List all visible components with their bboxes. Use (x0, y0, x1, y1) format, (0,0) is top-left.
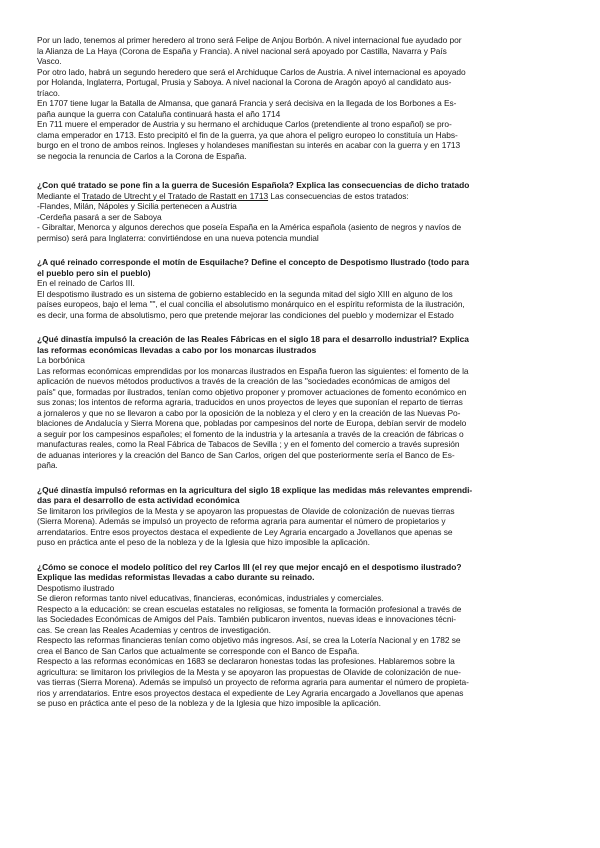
answer-line: En el reinado de Carlos III. (37, 278, 135, 288)
answer-line: a jornaleros y que no se llevaron a cabo por la oposición de la nobleza y el clero y en la creación de las Nuevas Po- (37, 407, 461, 418)
question-3-section (37, 334, 570, 471)
intro-line: clama emperador en 1713. Esto precipitó el fin de la guerra, ya que ahora el peligro europeo lo constituía un Habs- (37, 129, 458, 140)
answer-line: a seguir por los campesinos españoles; el fomento de la industria y la artesanía a través de la creación de fábricas o (37, 428, 464, 439)
answer-line: paña. (37, 460, 58, 470)
spacer (37, 161, 570, 180)
answer-line: es decir, una forma de absolutismo, pero que pretende mejorar las condiciones del pueblo y modernizar el Estado (37, 309, 454, 320)
intro-line: tríaco. (37, 87, 60, 98)
intro-line: la Alianza de La Haya (Corona de España y Francia). A nivel nacional será apoyado por Castilla, Navarra y País (37, 45, 447, 56)
intro-section (37, 35, 570, 161)
question-2-title: ¿A qué reinado corresponde el motín de Esquilache? Define el concepto de Despotismo Ilustrado (todo para (37, 257, 469, 267)
question-2-title: el pueblo pero sin el pueblo) (37, 267, 151, 278)
answer-line: La borbónica (37, 355, 85, 365)
question-1-lead (37, 191, 570, 202)
intro-line: En 1707 tiene lugar la Batalla de Almansa, que ganará Francia y será decisiva en la llegada de los Borbones a Es- (37, 98, 457, 108)
answer-line: (Sierra Morena). Además se impulsó un proyecto de reforma agraria para aumentar el número de propietarios y (37, 516, 446, 526)
answer-line: las Sociedades Económicas de Amigos del País. También publicaron inventos, nuevas ideas e innovaciones técni- (37, 614, 456, 624)
question-2-section (37, 257, 570, 320)
question-1-section (37, 180, 570, 243)
answer-line: crea el Banco de San Carlos que actualmente se corresponde con el Banco de España. (37, 645, 360, 656)
question-3-title: las reformas económicas llevadas a cabo por los monarcas ilustrados (37, 344, 317, 355)
answer-line: Respecto a la educación: se crean escuelas estatales no religiosas, se fomenta la formación profesional a través de (37, 603, 462, 614)
answer-line: Despotismo ilustrado (37, 582, 115, 593)
intro-line: Por otro lado, habrá un segundo heredero que será el Archiduque Carlos de Austria. A nivel internacional es apoyado (37, 66, 466, 77)
intro-line: Vasco. (37, 56, 62, 66)
answer-line: Se dieron reformas tanto nivel educativas, financieras, económicas, industriales y comerciales. (37, 593, 384, 603)
spacer (37, 320, 570, 334)
intro-line: por Holanda, Inglaterra, Portugal, Prusia y Saboya. A nivel nacional la Corona de Aragón apoyó al candidato aus- (37, 77, 452, 87)
question-5-section (37, 562, 570, 709)
answer-line: arrendatarios. Entre esos proyectos destaca el expediente de Ley Agraria encargado a Jovellanos que apenas se (37, 526, 453, 537)
question-4-title: das para el desarrollo de esta actividad económica (37, 495, 240, 505)
lead-suffix: Las consecuencias de estos tratados: (268, 190, 409, 201)
spacer (37, 243, 570, 257)
intro-line: se negocia la renuncia de Carlos a la Corona de España. (37, 150, 247, 161)
question-3-title: ¿Qué dinastía impulsó la creación de las Reales Fábricas en el siglo 18 para el desarrollo industrial? Explica (37, 334, 469, 344)
answer-line: Se limitaron los privilegios de la Mesta y se apoyaron las propuestas de Olavide de colonización de nuevas tierras (37, 505, 455, 516)
answer-line: de aduanas interiores y la creación del Banco de San Carlos, origen del que posteriormente sería el Banco de Es- (37, 449, 455, 460)
question-5-title: ¿Cómo se conoce el modelo político del rey Carlos III (el rey que mejor encajó en el despotismo ilustrado? (37, 561, 462, 572)
answer-line: El despotismo ilustrado es un sistema de gobierno establecido en la segunda mitad del siglo XIII en alguno de los (37, 288, 453, 299)
question-5-title: Explique las medidas reformistas llevadas a cabo durante su reinado. (37, 572, 315, 582)
spacer (37, 471, 570, 485)
answer-line: país" que, formadas por ilustrados, tenían como objetivo proponer y promover actuaciones de fomento económico en (37, 386, 467, 397)
answer-line: puso en práctica ante el peso de la nobleza y de la Iglesia que hizo imposible la aplicación. (37, 537, 370, 547)
answer-line: permiso) será para Inglaterra: convirtiéndose en una nueva potencia mundial (37, 232, 319, 243)
answer-line: - Gibraltar, Menorca y algunos derechos que poseía España en la América española (asiento de negros y navíos de (37, 222, 462, 232)
answer-line: sus zonas; los intentos de reforma agraria, traducidos en unos proyectos de leyes que suponían el reparto de tierras (37, 397, 463, 407)
intro-line: En 711 muere el emperador de Austria y su hermano el archiduque Carlos (pretendiente al trono español) se pro- (37, 119, 452, 129)
intro-line: burgo en el trono de ambos reinos. Ingleses y holandeses manifiestan su interés en acabar con la guerra y en 1713 (37, 140, 461, 150)
answer-line: países europeos, bajo el lema "", el cual concilia el absolutismo monárquico en el espíritu reformista de la ilustración, (37, 299, 465, 309)
answer-line: rios y arrendatarios. Entre esos proyectos destaca el expediente de Ley Agraria encargado a Jovellanos que apenas (37, 687, 464, 698)
answer-line: vas tierras (Sierra Morena). Además se impulsó un proyecto de reforma agraria para aumentar el número de propieta- (37, 677, 469, 687)
answer-line: Respecto a las reformas económicas en 1683 se declararon honestas todas las profesiones. Hablaremos sobre la (37, 656, 455, 666)
answer-line: aplicación de nuevos métodos productivos a través de la creación de las "sociedades económicas de amigos del (37, 376, 450, 386)
question-4-title: ¿Qué dinastía impulsó reformas en la agricultura del siglo 18 explique las medidas más relevantes emprendi- (37, 484, 473, 495)
lead-prefix: Mediante el (37, 190, 82, 201)
question-1-title: ¿Con qué tratado se pone fin a la guerra de Sucesión Española? Explica las consecuencias de dicho tratado (37, 180, 470, 190)
answer-line: -Cerdeña pasará a ser de Saboya (37, 211, 162, 222)
answer-line: Las reformas económicas emprendidas por los monarcas ilustrados en España fueron las siguientes: el fomento de la (37, 365, 469, 376)
intro-line: paña aunque la guerra con Cataluña continuará hasta el año 1714 (37, 108, 281, 119)
answer-line: Respecto las reformas financieras tenían como objetivo más ingresos. Así, se crea la Lotería Nacional y en 1782 se (37, 635, 461, 645)
answer-line: -Flandes, Milán, Nápoles y Sicilia pertenecen a Austria (37, 201, 237, 211)
answer-line: agricultura: se limitaron los privilegios de la Mesta y se apoyaron las propuestas de Olavide de colonización de nue- (37, 666, 461, 677)
answer-line: se puso en práctica ante el peso de la nobleza y de la Iglesia que hizo imposible la aplicación. (37, 698, 381, 708)
treaty-link[interactable]: Tratado de Utrecht y el Tratado de Rastatt en 1713 (81, 190, 269, 201)
answer-line: blaciones de Andalucía y Sierra Morena que, pobladas por campesinos del norte de Europa, debían servir de modelo (37, 418, 467, 428)
answer-line: cas. Se crean las Reales Academias y centros de investigación. (37, 624, 271, 635)
answer-line: manufacturas reales, como la Real Fábrica de Tabacos de Sevilla ; y en el fomento del comercio a través supresión (37, 439, 460, 449)
intro-line: Por un lado, tenemos al primer heredero al trono será Felipe de Anjou Borbón. A nivel internacional fue ayudado por (37, 35, 462, 45)
question-4-section (37, 485, 570, 548)
spacer (37, 548, 570, 562)
